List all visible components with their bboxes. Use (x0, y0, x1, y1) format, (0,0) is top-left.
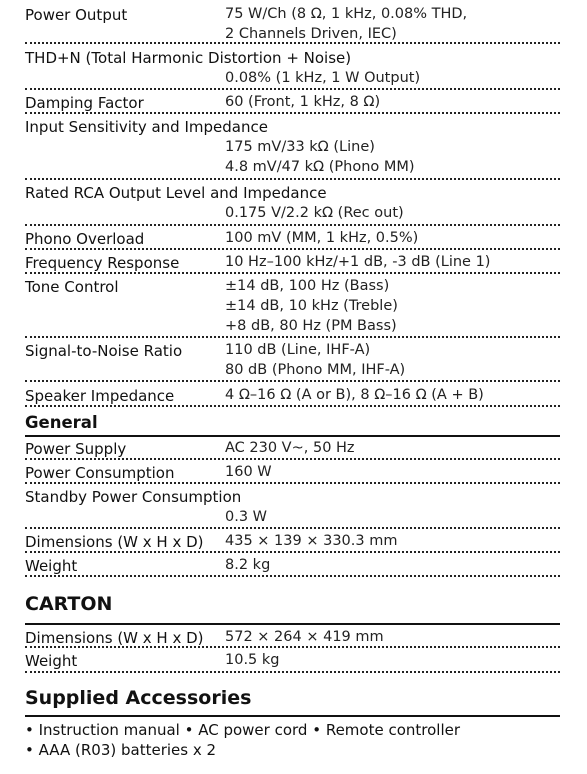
spec-value: AC 230 V~, 50 Hz (225, 440, 355, 456)
general-section (25, 407, 560, 577)
spec-value: 80 dB (Phono MM, IHF-A) (225, 362, 406, 378)
spec-value: 175 mV/33 kΩ (Line) (225, 139, 375, 155)
spec-label: Weight (25, 557, 78, 575)
spec-value: 10.5 kg (225, 652, 280, 668)
spec-row (25, 338, 560, 382)
spec-label: Power Output (25, 6, 128, 24)
spec-label: Power Consumption (25, 464, 175, 482)
spec-value: 435 × 139 × 330.3 mm (225, 533, 398, 549)
spec-row (25, 274, 560, 338)
spec-value: 4.8 mV/47 kΩ (Phono MM) (225, 159, 415, 175)
general-row (25, 484, 560, 529)
spec-row (25, 250, 560, 274)
spec-value: +8 dB, 80 Hz (PM Bass) (225, 318, 397, 334)
spec-label: Power Supply (25, 440, 127, 458)
spec-label: Phono Overload (25, 230, 145, 248)
spec-label: Rated RCA Output Level and Impedance (25, 184, 327, 202)
spec-value: 0.175 V/2.2 kΩ (Rec out) (225, 205, 404, 221)
spec-value: 10 Hz–100 kHz/+1 dB, -3 dB (Line 1) (225, 254, 491, 270)
accessories-line: • AAA (R03) batteries x 2 (25, 741, 217, 759)
accessories-section (25, 673, 560, 760)
spec-label: Damping Factor (25, 94, 144, 112)
carton-row (25, 648, 560, 673)
spec-value: 100 mV (MM, 1 kHz, 0.5%) (225, 230, 419, 246)
general-row (25, 460, 560, 484)
spec-label: Standby Power Consumption (25, 488, 242, 506)
spec-row (25, 180, 560, 226)
spec-label: Frequency Response (25, 254, 180, 272)
accessories-line: • Instruction manual • AC power cord • Remote controller (25, 721, 461, 739)
spec-label: Weight (25, 652, 78, 670)
spec-row (25, 382, 560, 407)
spec-row (25, 44, 560, 90)
spec-value: ±14 dB, 100 Hz (Bass) (225, 278, 390, 294)
carton-row (25, 623, 560, 648)
spec-table (25, 0, 560, 407)
spec-value: 0.08% (1 kHz, 1 W Output) (225, 70, 421, 86)
spec-label: Dimensions (W x H x D) (25, 629, 204, 647)
spec-value: 160 W (225, 464, 272, 480)
spec-row (25, 0, 560, 44)
spec-label: Dimensions (W x H x D) (25, 533, 204, 551)
spec-row (25, 226, 560, 250)
section-title-carton: CARTON (25, 593, 113, 615)
spec-label: Input Sensitivity and Impedance (25, 118, 268, 136)
spec-sheet (25, 0, 560, 760)
spec-value: ±14 dB, 10 kHz (Treble) (225, 298, 398, 314)
section-title-accessories: Supplied Accessories (25, 687, 252, 709)
spec-value: 2 Channels Driven, IEC) (225, 26, 397, 42)
carton-section (25, 577, 560, 673)
section-title-general: General (25, 413, 98, 432)
spec-label: Speaker Impedance (25, 387, 175, 405)
spec-value: 572 × 264 × 419 mm (225, 629, 384, 645)
spec-value: 75 W/Ch (8 Ω, 1 kHz, 0.08% THD, (225, 6, 468, 22)
spec-label: Tone Control (25, 278, 119, 296)
accessories-list (25, 715, 560, 760)
spec-value: 0.3 W (225, 509, 268, 525)
general-row (25, 435, 560, 460)
spec-row (25, 114, 560, 180)
spec-row (25, 90, 560, 114)
spec-value: 8.2 kg (225, 557, 271, 573)
spec-label: THD+N (Total Harmonic Distortion + Noise) (25, 49, 352, 67)
general-row (25, 529, 560, 553)
spec-value: 110 dB (Line, IHF-A) (225, 342, 371, 358)
spec-label: Signal-to-Noise Ratio (25, 342, 183, 360)
general-row (25, 553, 560, 577)
spec-value: 60 (Front, 1 kHz, 8 Ω) (225, 94, 381, 110)
spec-value: 4 Ω–16 Ω (A or B), 8 Ω–16 Ω (A + B) (225, 387, 484, 403)
